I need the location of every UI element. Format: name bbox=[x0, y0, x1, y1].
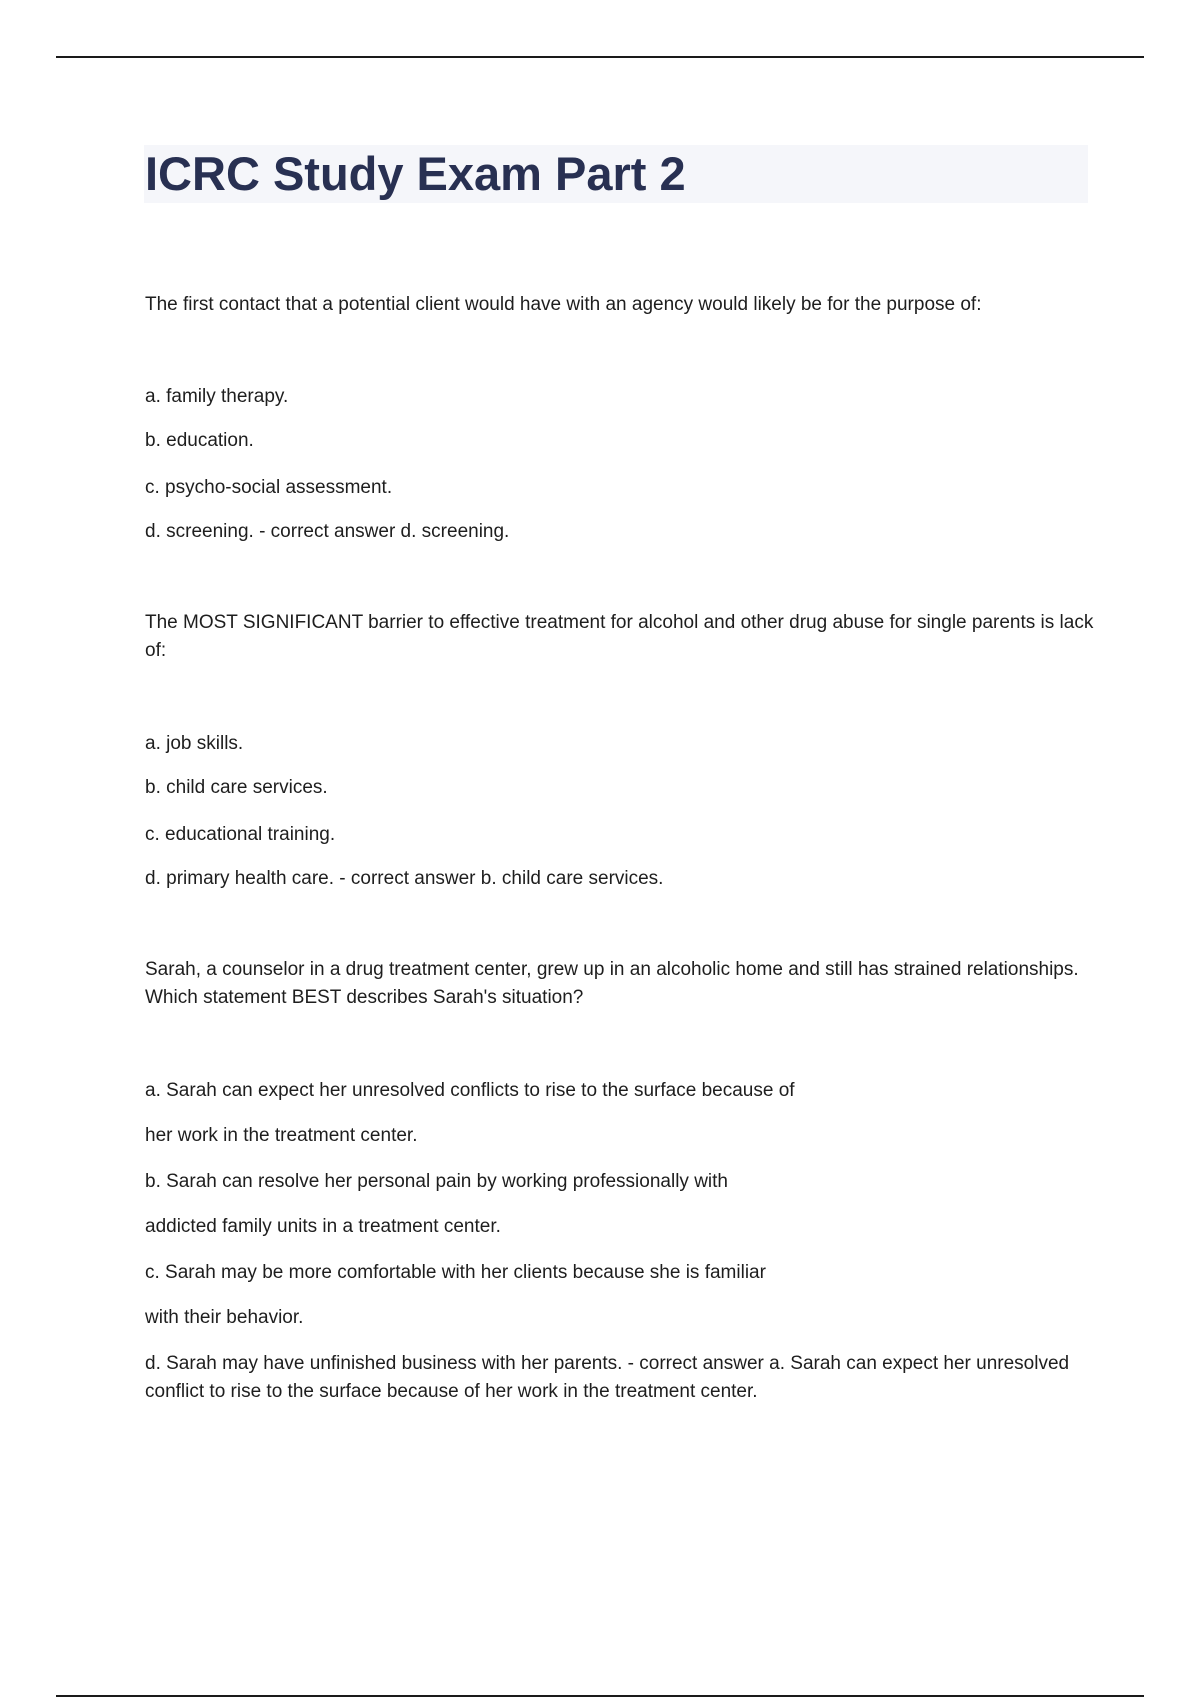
question-2-option-d: d. primary health care. - correct answer b. child care services. bbox=[145, 868, 664, 889]
question-3-option-a-line-1: a. Sarah can expect her unresolved conflicts to rise to the surface because of bbox=[145, 1080, 795, 1101]
question-2-option-b: b. child care services. bbox=[145, 777, 328, 798]
question-1-option-c: c. psycho-social assessment. bbox=[145, 477, 393, 498]
question-1-prompt: The first contact that a potential client would have with an agency would likely be for the purpose of: bbox=[145, 294, 982, 315]
question-3-option-a-line-2: her work in the treatment center. bbox=[145, 1125, 418, 1146]
question-3-option-b-line-2: addicted family units in a treatment center. bbox=[145, 1216, 501, 1237]
question-3-option-c-line-2: with their behavior. bbox=[145, 1307, 304, 1328]
question-3-option-c-line-1: c. Sarah may be more comfortable with her clients because she is familiar bbox=[145, 1262, 766, 1283]
question-1-option-d: d. screening. - correct answer d. screening. bbox=[145, 521, 510, 542]
question-2-option-a: a. job skills. bbox=[145, 733, 244, 754]
bottom-rule bbox=[56, 1695, 1144, 1697]
question-3-prompt: Sarah, a counselor in a drug treatment center, grew up in an alcoholic home and still has strained relationships. Which statement BEST describes Sarah's situation? bbox=[145, 959, 1079, 1008]
question-1-option-b: b. education. bbox=[145, 430, 254, 451]
question-2-option-c: c. educational training. bbox=[145, 824, 336, 845]
question-2-prompt: The MOST SIGNIFICANT barrier to effective treatment for alcohol and other drug abuse for single parents is lack of: bbox=[145, 612, 1094, 661]
question-3-option-d: d. Sarah may have unfinished business with her parents. - correct answer a. Sarah can expect her unresolved conflict to rise to the surface because of her work in the treatment center. bbox=[145, 1353, 1070, 1402]
question-1-option-a: a. family therapy. bbox=[145, 386, 289, 407]
question-3-option-b-line-1: b. Sarah can resolve her personal pain by working professionally with bbox=[145, 1171, 728, 1192]
top-rule bbox=[56, 56, 1144, 58]
document-title: ICRC Study Exam Part 2 bbox=[145, 147, 686, 200]
